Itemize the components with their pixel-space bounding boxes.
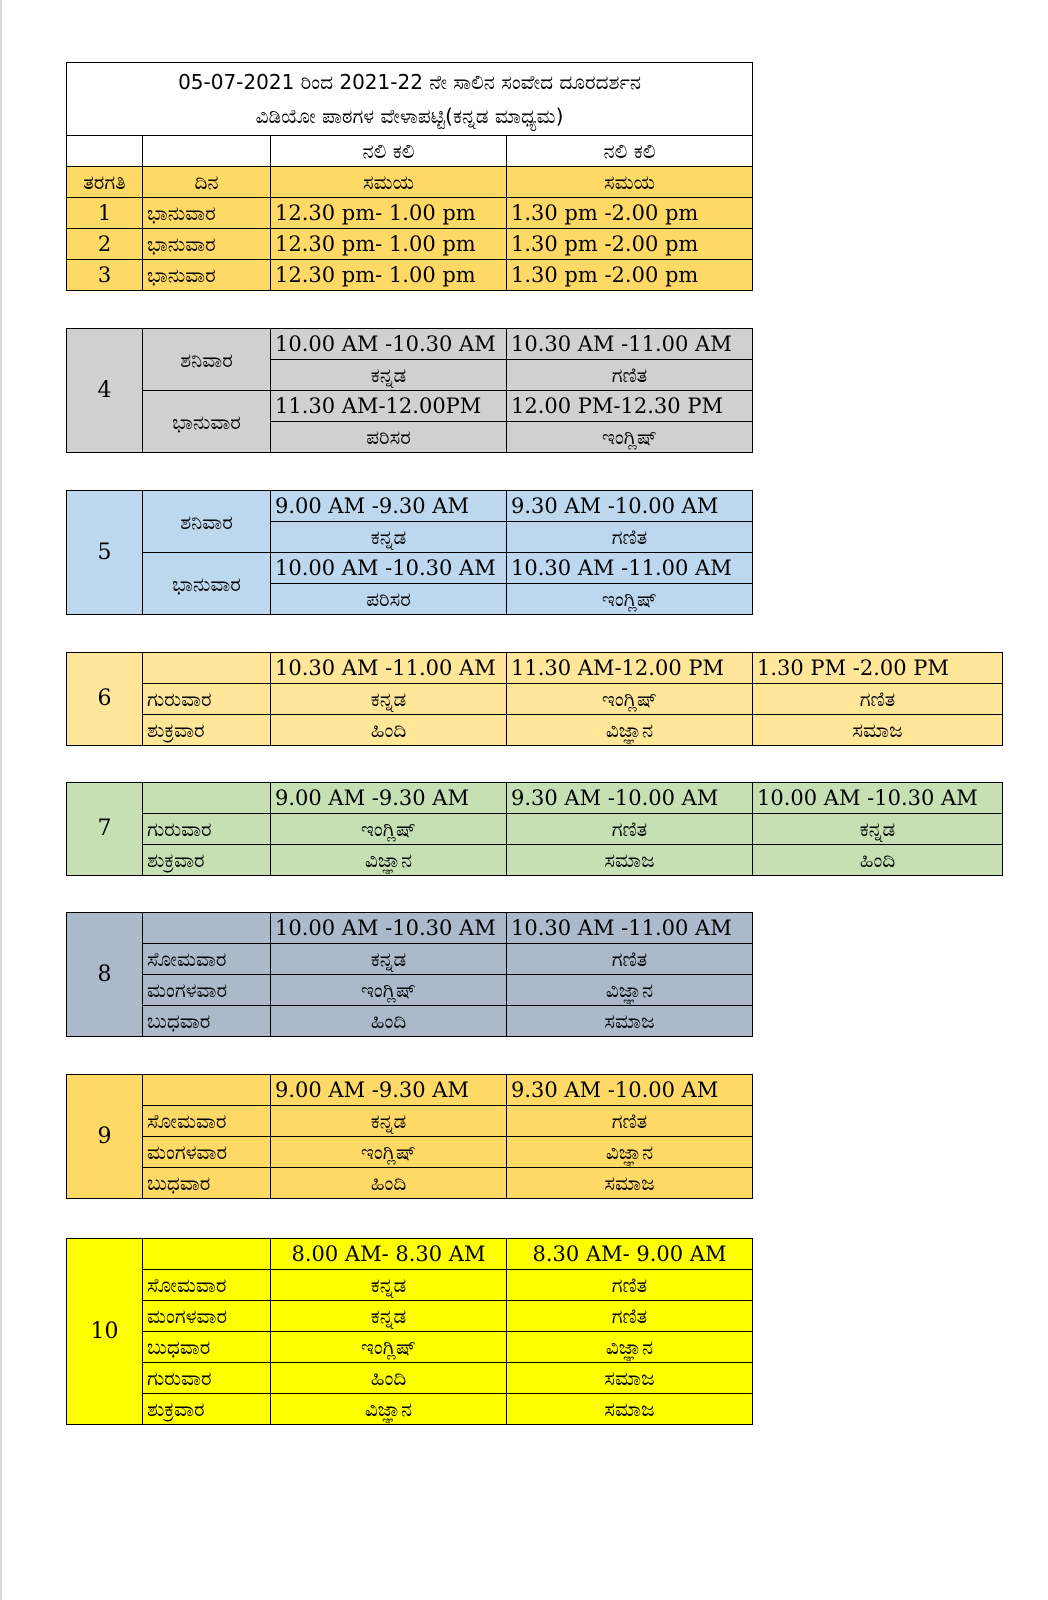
table-row (67, 229, 753, 260)
grade-cell: 10 (67, 1239, 143, 1425)
time-cell: 12.30 pm- 1.00 pm (271, 260, 507, 291)
grade-cell: 5 (67, 491, 143, 615)
grade-header: ತರಗತಿ (67, 167, 143, 198)
day-cell: ಭಾನುವಾರ (143, 198, 271, 229)
subject-cell: ಸಮಾಜ (507, 845, 753, 876)
time-cell: 9.00 AM -9.30 AM (271, 1075, 507, 1106)
subject-cell: ಕನ್ನಡ (271, 1301, 507, 1332)
subject-cell: ಗಣಿತ (507, 1106, 753, 1137)
table-row (67, 1332, 753, 1363)
grade-5-table (66, 490, 753, 615)
table-row (67, 1270, 753, 1301)
subject-cell: ಇಂಗ್ಲಿಷ್ (271, 1137, 507, 1168)
table-row (67, 845, 1003, 876)
time-cell: 12.30 pm- 1.00 pm (271, 229, 507, 260)
grade-9-table (66, 1074, 753, 1199)
day-cell: ಶನಿವಾರ (143, 329, 271, 391)
grade-8-table (66, 912, 753, 1037)
table-row (67, 1106, 753, 1137)
subject-cell: ಇಂಗ್ಲಿಷ್ (271, 1332, 507, 1363)
subject-cell: ಕನ್ನಡ (271, 684, 507, 715)
subject-cell: ಸಮಾಜ (507, 1168, 753, 1199)
time-cell: 1.30 pm -2.00 pm (507, 198, 753, 229)
nali-kali-label: ನಲಿ ಕಲಿ (271, 136, 507, 167)
table-row (67, 391, 753, 422)
table-row (67, 1394, 753, 1425)
day-cell: ಗುರುವಾರ (143, 814, 271, 845)
subject-cell: ಕನ್ನಡ (271, 944, 507, 975)
nali-kali-row (67, 136, 753, 167)
grade-cell: 7 (67, 783, 143, 876)
time-cell: 10.30 AM -11.00 AM (271, 653, 507, 684)
time-header: ಸಮಯ (271, 167, 507, 198)
table-row (67, 1168, 753, 1199)
day-cell: ಭಾನುವಾರ (143, 553, 271, 615)
subject-cell: ಸಮಾಜ (507, 1363, 753, 1394)
time-header: ಸಮಯ (507, 167, 753, 198)
page-edge (0, 0, 2, 1600)
table-row (67, 684, 1003, 715)
grade-cell: 3 (67, 260, 143, 291)
time-cell: 11.30 AM-12.00 PM (507, 653, 753, 684)
time-cell: 8.00 AM- 8.30 AM (271, 1239, 507, 1270)
subject-cell: ಕನ್ನಡ (271, 522, 507, 553)
day-cell: ಗುರುವಾರ (143, 1363, 271, 1394)
table-row (67, 975, 753, 1006)
day-cell: ಗುರುವಾರ (143, 684, 271, 715)
table-row (67, 260, 753, 291)
subject-cell: ಕನ್ನಡ (271, 1270, 507, 1301)
time-cell: 1.30 pm -2.00 pm (507, 260, 753, 291)
day-cell: ಮಂಗಳವಾರ (143, 975, 271, 1006)
subject-cell: ಕನ್ನಡ (753, 814, 1003, 845)
table-row (67, 1137, 753, 1168)
table-row (67, 814, 1003, 845)
grade-7-table (66, 782, 1003, 876)
subject-cell: ಕನ್ನಡ (271, 360, 507, 391)
day-cell: ಶನಿವಾರ (143, 491, 271, 553)
subject-cell: ಇಂಗ್ಲಿಷ್ (507, 684, 753, 715)
subject-cell: ಇಂಗ್ಲಿಷ್ (271, 814, 507, 845)
day-cell: ಮಂಗಳವಾರ (143, 1137, 271, 1168)
time-cell: 9.00 AM -9.30 AM (271, 783, 507, 814)
table-row (67, 1075, 753, 1106)
grade-6-table (66, 652, 1003, 746)
time-cell: 10.00 AM -10.30 AM (271, 913, 507, 944)
grade-cell: 1 (67, 198, 143, 229)
subject-cell: ಗಣಿತ (507, 522, 753, 553)
page-title: 05-07-2021 ರಿಂದ 2021-22 ನೇ ಸಾಲಿನ ಸಂವೇದ ದೂರದರ್ಶನ (178, 70, 641, 94)
subject-cell: ಹಿಂದಿ (271, 1168, 507, 1199)
table-row (67, 329, 753, 360)
table-row (67, 1363, 753, 1394)
subject-cell: ಹಿಂದಿ (271, 1363, 507, 1394)
time-cell: 10.00 AM -10.30 AM (753, 783, 1003, 814)
table-row (67, 1301, 753, 1332)
table-row (67, 783, 1003, 814)
title-row (67, 63, 753, 136)
day-cell: ಸೋಮವಾರ (143, 1270, 271, 1301)
time-cell: 9.30 AM -10.00 AM (507, 783, 753, 814)
day-cell: ಬುಧವಾರ (143, 1168, 271, 1199)
subject-cell: ಗಣಿತ (507, 944, 753, 975)
table-row (67, 944, 753, 975)
subject-cell: ಇಂಗ್ಲಿಷ್ (271, 975, 507, 1006)
subject-cell: ಪರಿಸರ (271, 422, 507, 453)
day-cell: ಸೋಮವಾರ (143, 1106, 271, 1137)
day-cell: ಬುಧವಾರ (143, 1006, 271, 1037)
subject-cell: ಸಮಾಜ (753, 715, 1003, 746)
day-cell: ಶುಕ್ರವಾರ (143, 1394, 271, 1425)
grade-cell: 6 (67, 653, 143, 746)
day-cell: ಸೋಮವಾರ (143, 944, 271, 975)
table-row (67, 1006, 753, 1037)
subject-cell: ವಿಜ್ಞಾನ (507, 1137, 753, 1168)
subject-cell: ಗಣಿತ (507, 360, 753, 391)
time-cell: 10.00 AM -10.30 AM (271, 329, 507, 360)
header-row (67, 167, 753, 198)
time-cell: 12.00 PM-12.30 PM (507, 391, 753, 422)
grade-cell: 4 (67, 329, 143, 453)
subject-cell: ಗಣಿತ (507, 1270, 753, 1301)
day-cell: ಶುಕ್ರವಾರ (143, 845, 271, 876)
subject-cell: ಗಣಿತ (507, 1301, 753, 1332)
time-cell: 1.30 PM -2.00 PM (753, 653, 1003, 684)
day-cell: ಮಂಗಳವಾರ (143, 1301, 271, 1332)
time-cell: 10.30 AM -11.00 AM (507, 553, 753, 584)
day-cell: ಭಾನುವಾರ (143, 260, 271, 291)
subject-cell: ವಿಜ್ಞಾನ (507, 1332, 753, 1363)
day-cell: ಭಾನುವಾರ (143, 229, 271, 260)
grade-cell: 2 (67, 229, 143, 260)
day-cell: ಭಾನುವಾರ (143, 391, 271, 453)
time-cell: 8.30 AM- 9.00 AM (507, 1239, 753, 1270)
subject-cell: ಗಣಿತ (753, 684, 1003, 715)
table-row (67, 653, 1003, 684)
table-row (67, 491, 753, 522)
subject-cell: ಹಿಂದಿ (271, 715, 507, 746)
subject-cell: ಗಣಿತ (507, 814, 753, 845)
time-cell: 12.30 pm- 1.00 pm (271, 198, 507, 229)
grade-cell: 8 (67, 913, 143, 1037)
time-cell: 9.30 AM -10.00 AM (507, 491, 753, 522)
day-header: ದಿನ (143, 167, 271, 198)
subject-cell: ಸಮಾಜ (507, 1006, 753, 1037)
table-row (67, 198, 753, 229)
day-cell: ಶುಕ್ರವಾರ (143, 715, 271, 746)
table-row (67, 1239, 753, 1270)
subject-cell: ವಿಜ್ಞಾನ (271, 845, 507, 876)
grade-10-table (66, 1238, 753, 1425)
subject-cell: ಕನ್ನಡ (271, 1106, 507, 1137)
day-cell: ಬುಧವಾರ (143, 1332, 271, 1363)
time-cell: 10.00 AM -10.30 AM (271, 553, 507, 584)
time-cell: 9.30 AM -10.00 AM (507, 1075, 753, 1106)
time-cell: 9.00 AM -9.30 AM (271, 491, 507, 522)
nali-kali-label: ನಲಿ ಕಲಿ (507, 136, 753, 167)
primary-schedule-table (66, 62, 753, 291)
time-cell: 10.30 AM -11.00 AM (507, 329, 753, 360)
grade-4-table (66, 328, 753, 453)
table-row (67, 715, 1003, 746)
subject-cell: ಇಂಗ್ಲಿಷ್ (507, 422, 753, 453)
subject-cell: ಇಂಗ್ಲಿಷ್ (507, 584, 753, 615)
subject-cell: ಹಿಂದಿ (753, 845, 1003, 876)
subject-cell: ಸಮಾಜ (507, 1394, 753, 1425)
subject-cell: ವಿಜ್ಞಾನ (507, 715, 753, 746)
time-cell: 10.30 AM -11.00 AM (507, 913, 753, 944)
subject-cell: ವಿಜ್ಞಾನ (507, 975, 753, 1006)
subject-cell: ಹಿಂದಿ (271, 1006, 507, 1037)
time-cell: 11.30 AM-12.00PM (271, 391, 507, 422)
grade-cell: 9 (67, 1075, 143, 1199)
table-row (67, 913, 753, 944)
subject-cell: ವಿಜ್ಞಾನ (271, 1394, 507, 1425)
page-subtitle: ವಿಡಿಯೋ ಪಾಠಗಳ ವೇಳಾಪಟ್ಟಿ(ಕನ್ನಡ ಮಾಧ್ಯಮ) (255, 104, 564, 128)
table-row (67, 553, 753, 584)
subject-cell: ಪರಿಸರ (271, 584, 507, 615)
time-cell: 1.30 pm -2.00 pm (507, 229, 753, 260)
